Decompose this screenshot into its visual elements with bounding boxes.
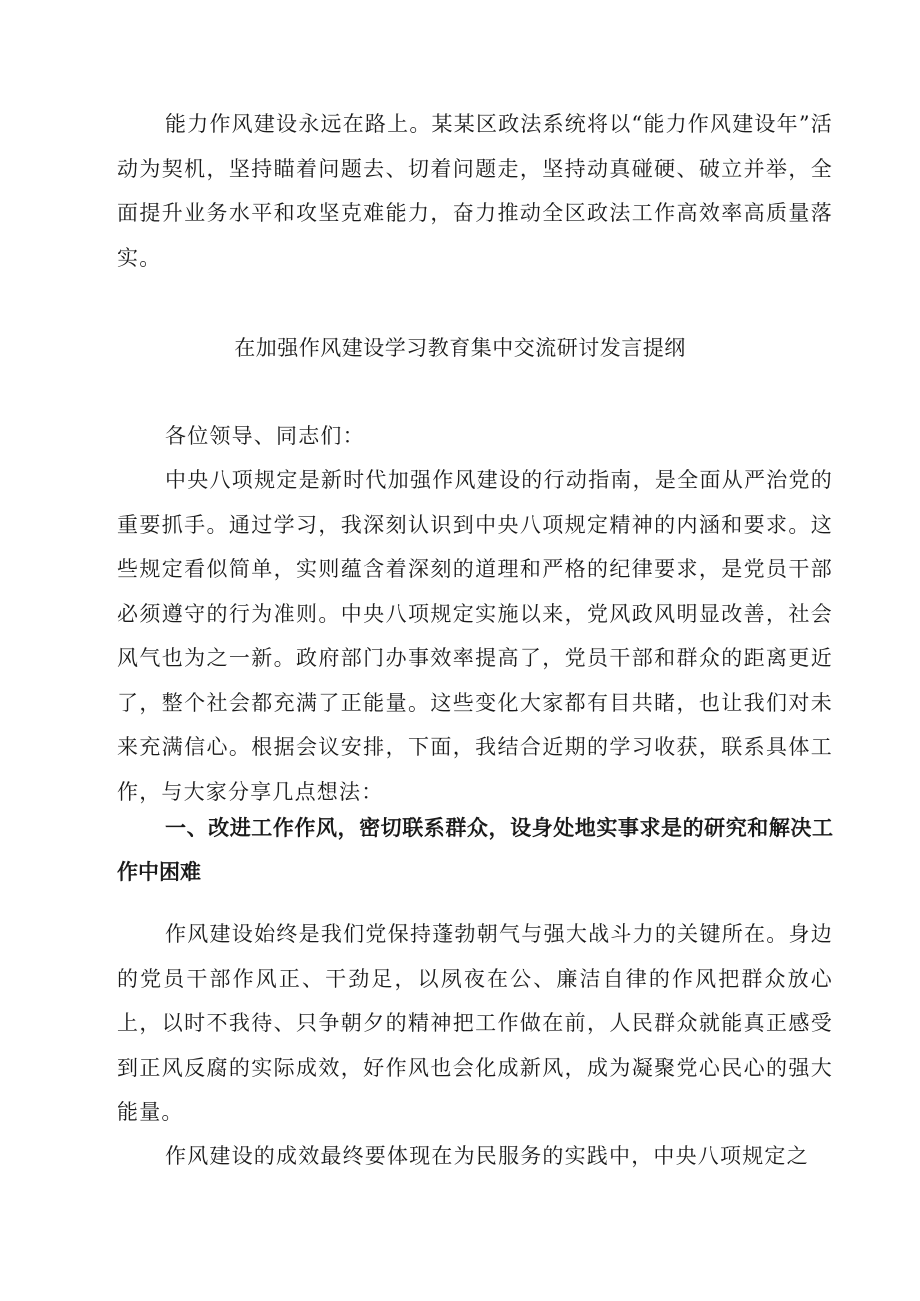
salutation: 各位领导、同志们： bbox=[165, 424, 365, 448]
closing-paragraph: 能力作风建设永远在路上。某某区政法系统将以“能力作风建设年”活动为契机，坚持瞄着问题去、切着问题走，坚持动真碰硬、破立并举，全面提升业务水平和攻坚克难能力，奋力推动全区政法工作高效率高质量落实。 bbox=[117, 112, 833, 270]
body-paragraph-2: 作风建设的成效最终要体现在为民服务的实践中，中央八项规定之 bbox=[165, 1144, 809, 1168]
intro-paragraph: 中央八项规定是新时代加强作风建设的行动指南，是全面从严治党的重要抓手。通过学习，我深刻认识到中央八项规定精神的内涵和要求。这些规定看似简单，实则蕴含着深刻的道理和严格的纪律要求，是党员干部必须遵守的行为准则。中央八项规定实施以来，党风政风明显改善，社会风气也为之一新。政府部门办事效率提高了，党员干部和群众的距离更近了，整个社会都充满了正能量。这些变化大家都有目共睹，也让我们对未来充满信心。根据会议安排，下面，我结合近期的学习收获，联系具体工作，与大家分享几点想法： bbox=[117, 468, 833, 804]
document-title: 在加强作风建设学习教育集中交流研讨发言提纲 bbox=[234, 336, 686, 360]
body-paragraph-1: 作风建设始终是我们党保持蓬勃朝气与强大战斗力的关键所在。身边的党员干部作风正、干劲足，以夙夜在公、廉洁自律的作风把群众放心上，以时不我待、只争朝夕的精神把工作做在前，人民群众就能真正感受到正风反腐的实际成效，好作风也会化成新风，成为凝聚党心民心的强大能量。 bbox=[117, 922, 833, 1124]
section-heading-1: 一、改进工作作风，密切联系群众，设身处地实事求是的研究和解决工作中困难 bbox=[117, 816, 833, 884]
